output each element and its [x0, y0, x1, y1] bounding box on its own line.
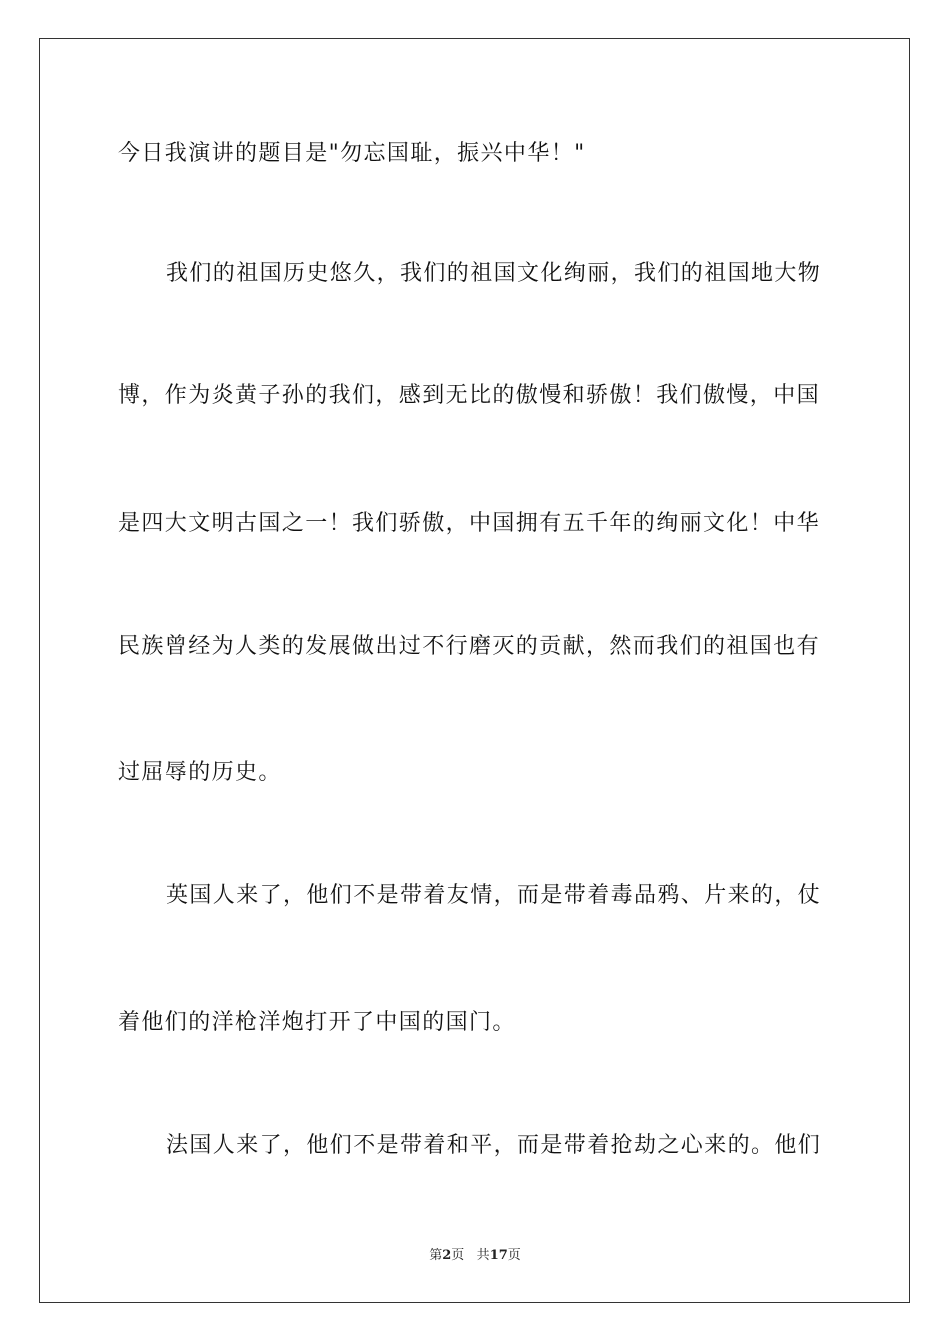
page-border	[39, 38, 910, 1303]
total-suffix: 页	[507, 1248, 521, 1263]
page-footer	[0, 1247, 950, 1265]
text-line-1: 今日我演讲的题目是"勿忘国耻，振兴中华！"	[118, 141, 586, 166]
total-pages: 17	[489, 1248, 508, 1263]
page-prefix: 第	[429, 1248, 443, 1263]
text-line-2: 我们的祖国历史悠久，我们的祖国文化绚丽，我们的祖国地大物	[166, 261, 822, 286]
text-line-7: 英国人来了，他们不是带着友情，而是带着毒品鸦、片来的，仗	[166, 883, 822, 908]
total-prefix: 共	[476, 1248, 490, 1263]
text-line-8: 着他们的洋枪洋炮打开了中国的国门。	[118, 1010, 516, 1035]
text-line-4: 是四大文明古国之一！我们骄傲，中国拥有五千年的绚丽文化！中华	[118, 511, 821, 536]
text-line-3: 博，作为炎黄子孙的我们，感到无比的傲慢和骄傲！我们傲慢，中国	[118, 383, 821, 408]
text-line-9: 法国人来了，他们不是带着和平，而是带着抢劫之心来的。他们	[166, 1133, 822, 1158]
text-line-5: 民族曾经为人类的发展做出过不行磨灭的贡献，然而我们的祖国也有	[118, 634, 821, 659]
page-number: 2	[442, 1248, 452, 1263]
text-line-6: 过屈辱的历史。	[118, 760, 282, 785]
page-suffix: 页	[451, 1248, 465, 1263]
